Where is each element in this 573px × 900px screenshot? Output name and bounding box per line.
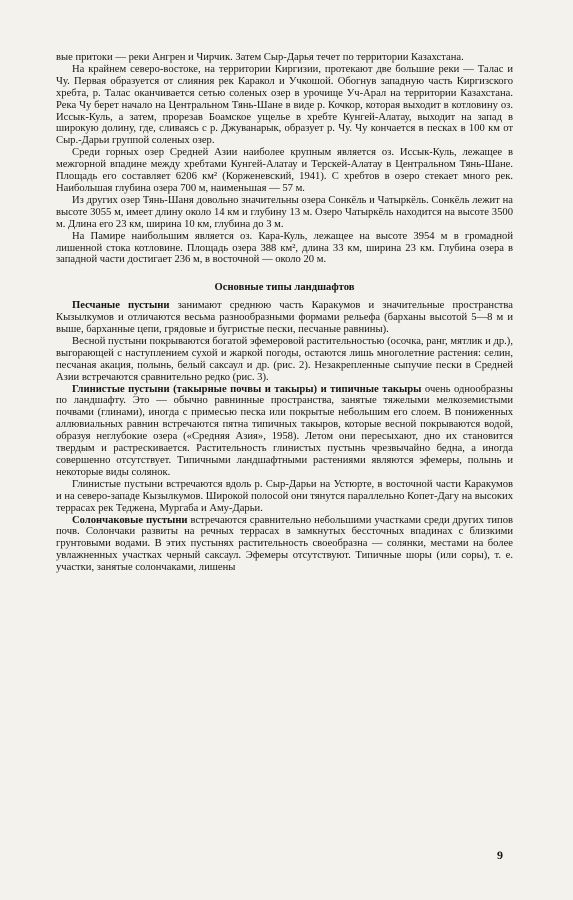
paragraph-tian-shan-lakes: Из других озер Тянь-Шаня довольно значительны озера Сонкёль и Чатыркёль. Сонкёль лежит на высоте 3055 м, имеет длину около 14 км и глубину 13 м. Озеро Чатыркёль находится на высоте 3500 м. Длина его 23 км, ширина 10 км, глубина до 3 м.: [56, 194, 513, 230]
paragraph-salt-deserts: [56, 515, 513, 575]
text-clay-deserts: очень однообразны по ландшафту. Это — обычно равнинные пространства, занятые тяжелыми мелкоземистыми почвами (глинами), иногда с примесью песка или покрытые небольшим его слоем. В пониженных аллювиальных равнин встречаются пятна типичных такыров, которые весной покрываются водой, образуя неглубокие озера («Средняя Азия», 1958). Летом они пересыхают, дно их становится твердым и растрескивается. Растительность глинистых пустынь чрезвычайно бедна, а иногда совершенно отсутствует. Типичными ландшафтными растениями являются эфемеры, полынь и некоторые виды солянок.: [56, 383, 513, 478]
page-number: 9: [497, 848, 503, 862]
paragraph-pamir-lake: На Памире наибольшим является оз. Кара-Куль, лежащее на высоте 3954 м в громадной лишенной стока котловине. Площадь озера 388 км², длина 33 км, ширина 23 км. Глубина озера в западной части достигает 236 м, в восточной — около 20 м.: [56, 230, 513, 266]
paragraph-sand-deserts: [56, 300, 513, 336]
page-body: [56, 52, 513, 574]
text-sand-deserts: занимают среднюю часть Каракумов и значительные пространства Кызылкумов и отличаются весьма разнообразными формами рельефа (барханы высотой 5—8 м и выше, барханные цепи, грядовые и бугристые пески, песчаные равнины).: [56, 300, 513, 336]
term-clay-deserts: Глинистые пустыни (такырные почвы и такыры) и типичные такыры: [72, 383, 422, 395]
text-salt-deserts: встречаются сравнительно небольшими участками среди других типов почв. Солончаки развиты на речных террасах в замкнутых бессточных впадинах с близкими грунтовыми водами. В этих пустынях растительность своеобразна — солянки, местами на более увлажненных участках черный саксаул. Эфемеры отсутствуют. Типичные шоры (или соры), т. е. участки, занятые солончаками, лишены: [56, 514, 513, 574]
paragraph-rivers: На крайнем северо-востоке, на территории Киргизии, протекают две большие реки — Талас и Чу. Первая образуется от слияния рек Каракол и Учкошой. Обогнув западную часть Киргизского хребта, р. Талас оканчивается сетью соленых озер в урочище Уч-Арал на территории Казахстана. Река Чу берет начало на Центральном Тянь-Шане в виде р. Кочкор, которая выходит в котловину оз. Иссык-Куль, а затем, прорезав Боамское ущелье в хребте Кунгей-Алатау, выходит на запад в широкую долину, где, сливаясь с р. Джуванарык, образует р. Чу. Чу кончается в песках в 100 км от Сыр.-Дарьи группой соленых озер.: [56, 63, 513, 147]
paragraph-clay-deserts: [56, 384, 513, 479]
term-sand-deserts: Песчаные пустыни: [72, 300, 170, 312]
paragraph-continuation: вые притоки — реки Ангрен и Чирчик. Затем Сыр-Дарья течет по территории Казахстана.: [56, 52, 464, 63]
paragraph-issyk-kul: Среди горных озер Средней Азии наиболее крупным является оз. Иссык-Куль, лежащее в межгорной впадине между хребтами Кунгей-Алатау и Терскей-Алатау в Центральном Тянь-Шане. Площадь его составляет 6206 км² (Корженевский, 1941). С хребтов в озеро стекает много рек. Наибольшая глубина озера 700 м, наименьшая — 57 м.: [56, 147, 513, 194]
paragraph-spring-vegetation: Весной пустыни покрываются богатой эфемеровой растительностью (осочка, ранг, мятлик и др.), выгорающей с наступлением сухой и жаркой погоды, остаются лишь многолетние растения: селин, песчаная акация, полынь, белый саксаул и др. (рис. 2). Незакрепленные сыпучие пески в Средней Азии встречаются сравнительно редко (рис. 3).: [56, 335, 513, 383]
section-heading: Основные типы ландшафтов: [214, 282, 355, 294]
term-salt-deserts: Солончаковые пустыни: [72, 514, 188, 526]
paragraph-clay-distribution: Глинистые пустыни встречаются вдоль р. Сыр-Дарьи на Устюрте, в восточной части Каракумов и на северо-западе Кызылкумов. Широкой полосой они тянутся параллельно Копет-Дагу на высоких террасах рек Теджена, Мургаба и Аму-Дарьи.: [56, 478, 513, 514]
